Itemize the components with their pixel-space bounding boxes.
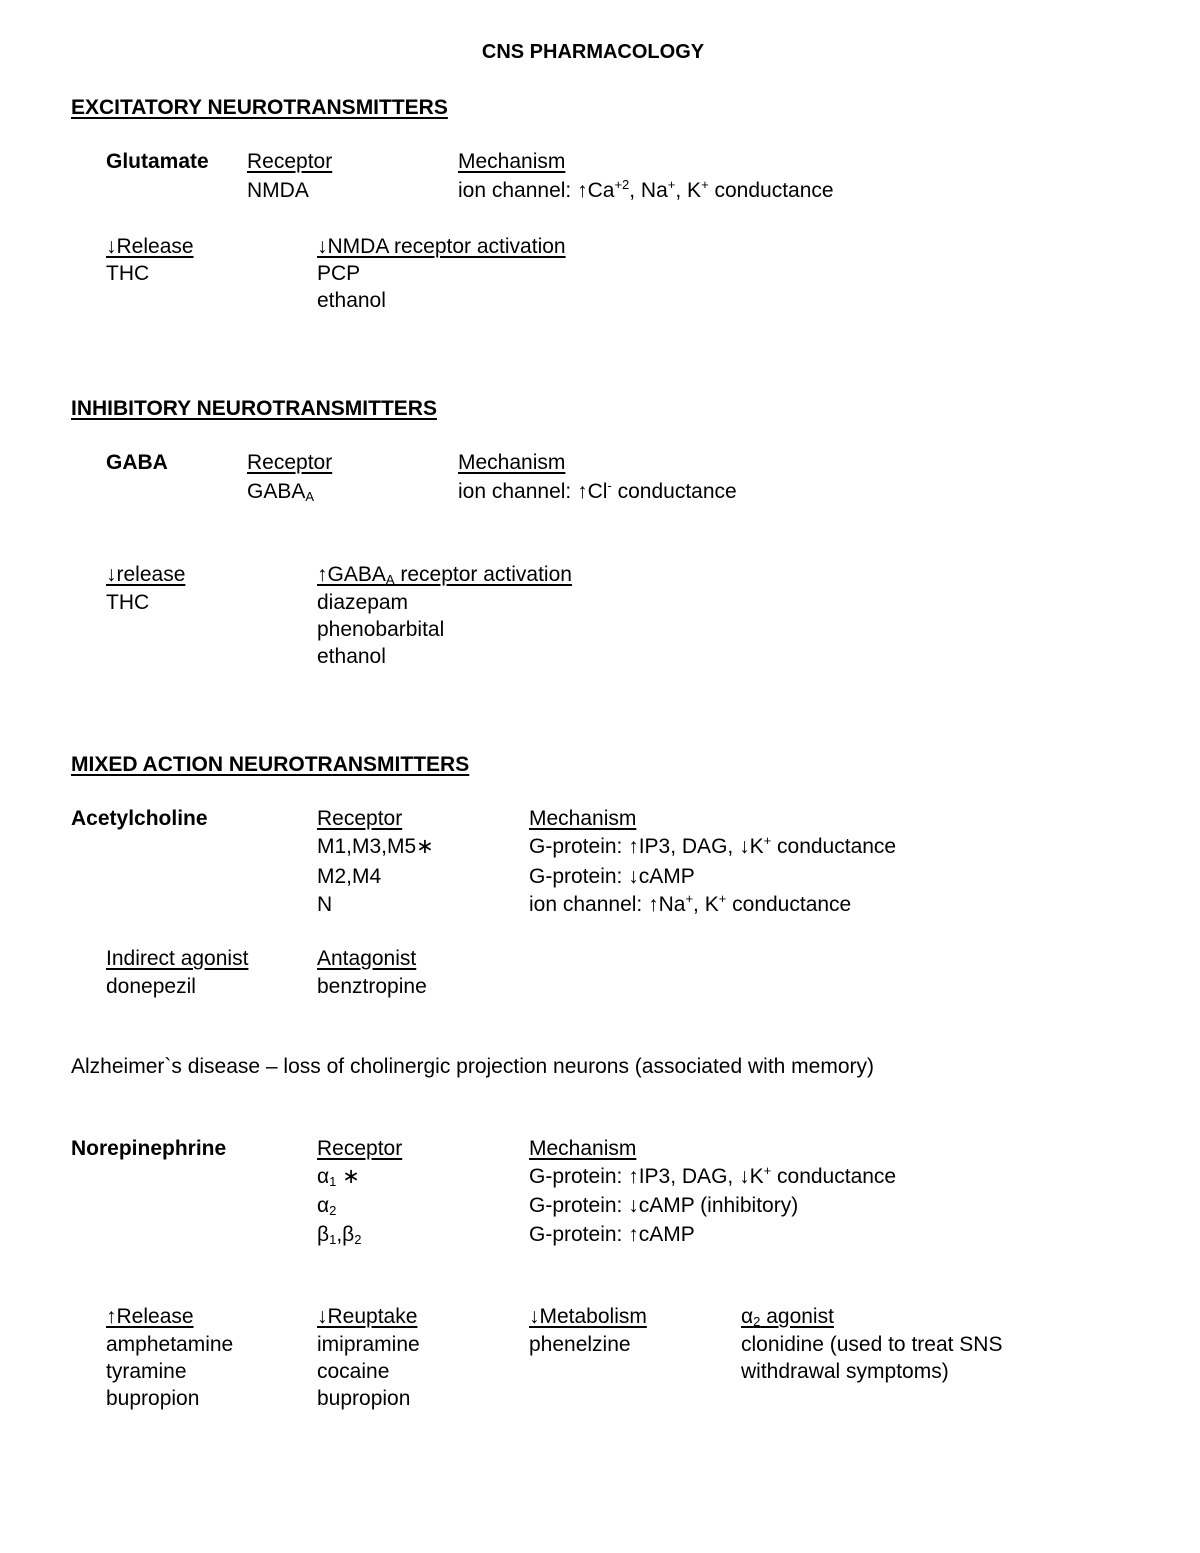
gaba-receptor: $GABA_A$ bbox=[247, 480, 315, 504]
ach-indirect-agonist-header: Indirect agonist bbox=[106, 947, 249, 970]
ne-receptor-header: Receptor bbox=[317, 1137, 403, 1160]
ach-receptor: M2,M4 bbox=[317, 865, 382, 888]
ne-release-item: tyramine bbox=[106, 1360, 187, 1383]
ne-metabolism-item: phenelzine bbox=[529, 1333, 631, 1356]
ne-receptor: $\alpha_2$ bbox=[317, 1194, 337, 1218]
gaba-activation-item: phenobarbital bbox=[317, 618, 445, 641]
nmda-activation-item: ethanol bbox=[317, 289, 386, 312]
ne-release-item: amphetamine bbox=[106, 1333, 234, 1356]
gaba-mechanism-header: Mechanism bbox=[458, 451, 566, 474]
ach-antagonist-header: Antagonist bbox=[317, 947, 417, 970]
ne-mechanism: G-protein: ↑IP3, DAG, ↓K+ conductance bbox=[529, 1163, 897, 1188]
gaba-activation-header: $↑GABA_A$ receptor activation bbox=[317, 563, 572, 587]
gaba-activation-item: ethanol bbox=[317, 645, 386, 668]
gaba-release-header: ↓release bbox=[106, 563, 186, 586]
ach-receptor: M1,M3,M5∗ bbox=[317, 835, 434, 858]
mixed-heading: MIXED ACTION NEUROTRANSMITTERS bbox=[71, 753, 470, 776]
gaba-mechanism: ion channel: ↑Cl- conductance bbox=[458, 478, 737, 503]
page-title: CNS PHARMACOLOGY bbox=[481, 41, 705, 63]
ne-reuptake-item: imipramine bbox=[317, 1333, 420, 1356]
excitatory-heading: EXCITATORY NEUROTRANSMITTERS bbox=[71, 96, 448, 119]
ne-alpha2-agonist-header: $\alpha_2$ agonist bbox=[741, 1305, 834, 1329]
ne-release-item: bupropion bbox=[106, 1387, 200, 1410]
glutamate-mechanism-header: Mechanism bbox=[458, 150, 566, 173]
ne-reuptake-item: bupropion bbox=[317, 1387, 411, 1410]
ne-alpha2-agonist-item: clonidine (used to treat SNS bbox=[741, 1333, 1003, 1356]
ne-mechanism-header: Mechanism bbox=[529, 1137, 637, 1160]
ach-receptor-header: Receptor bbox=[317, 807, 403, 830]
glutamate-release-header: ↓Release bbox=[106, 235, 194, 258]
glutamate-receptor-header: Receptor bbox=[247, 150, 333, 173]
gaba-receptor-header: Receptor bbox=[247, 451, 333, 474]
ne-receptor: $\alpha_1$ ∗ bbox=[317, 1165, 360, 1189]
ne-mechanism: G-protein: ↑cAMP bbox=[529, 1223, 695, 1246]
norepinephrine-label: Norepinephrine bbox=[71, 1137, 227, 1160]
ach-mechanism-header: Mechanism bbox=[529, 807, 637, 830]
nmda-activation-header: ↓NMDA receptor activation bbox=[317, 235, 566, 258]
gaba-release-item: THC bbox=[106, 591, 150, 614]
ne-release-header: ↑Release bbox=[106, 1305, 194, 1328]
glutamate-label: Glutamate bbox=[106, 150, 209, 173]
gaba-activation-item: diazepam bbox=[317, 591, 409, 614]
acetylcholine-label: Acetylcholine bbox=[71, 807, 208, 830]
alzheimers-note: Alzheimer`s disease – loss of cholinergic projection neurons (associated with memory) bbox=[71, 1055, 875, 1078]
inhibitory-heading: INHIBITORY NEUROTRANSMITTERS bbox=[71, 397, 437, 420]
ne-metabolism-header: ↓Metabolism bbox=[529, 1305, 647, 1328]
glutamate-release-item: THC bbox=[106, 262, 150, 285]
nmda-activation-item: PCP bbox=[317, 262, 361, 285]
ne-receptor: $\beta_1,\beta_2$ bbox=[317, 1223, 362, 1247]
glutamate-mechanism: ion channel: $↑Ca^{+2}$, Na+, K+ conductance bbox=[458, 177, 834, 202]
ach-mechanism: G-protein: ↓cAMP bbox=[529, 865, 695, 888]
glutamate-receptor: NMDA bbox=[247, 179, 309, 202]
ne-reuptake-item: cocaine bbox=[317, 1360, 390, 1383]
ach-receptor: N bbox=[317, 893, 333, 916]
gaba-label: GABA bbox=[106, 451, 168, 474]
ne-alpha2-agonist-item: withdrawal symptoms) bbox=[741, 1360, 949, 1383]
ne-reuptake-header: ↓Reuptake bbox=[317, 1305, 418, 1328]
ne-mechanism: G-protein: ↓cAMP (inhibitory) bbox=[529, 1194, 799, 1217]
ach-mechanism: G-protein: ↑IP3, DAG, ↓K+ conductance bbox=[529, 833, 897, 858]
ach-indirect-agonist-item: donepezil bbox=[106, 975, 196, 998]
ach-antagonist-item: benztropine bbox=[317, 975, 427, 998]
ach-mechanism: ion channel: ↑Na+, K+ conductance bbox=[529, 891, 852, 916]
